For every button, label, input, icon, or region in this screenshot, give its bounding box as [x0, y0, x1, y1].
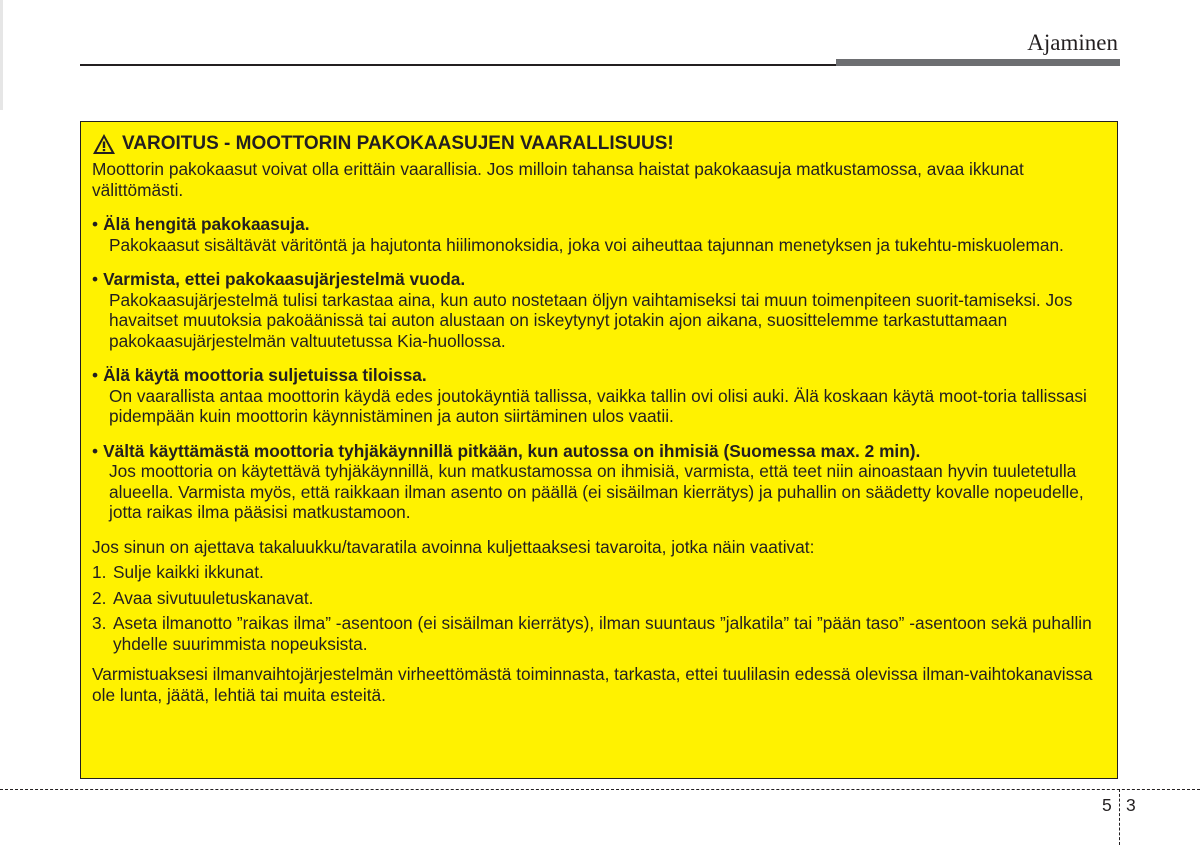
step-text: Sulje kaikki ikkunat.	[113, 562, 264, 582]
bullet-item	[92, 214, 1107, 255]
warning-closing: Varmistuaksesi ilmanvaihtojärjestelmän virheettömästä toiminnasta, tarkasta, ettei tuulilasin edessä olevissa ilman-vaihtokanavissa ole lunta, jäätä, lehtiä tai muita esteitä.	[92, 664, 1093, 705]
step-text: Avaa sivutuuletuskanavat.	[113, 587, 314, 608]
bullet-heading: • Varmista, ettei pakokaasujärjestelmä vuoda.	[92, 269, 466, 289]
bullet-heading: • Vältä käyttämästä moottoria tyhjäkäynnillä pitkään, kun autossa on ihmisiä (Suomessa max. 2 min).	[92, 440, 921, 461]
step-item	[92, 562, 1107, 583]
step-number: 1.	[92, 562, 107, 582]
page-edge-shadow	[0, 0, 3, 110]
bullet-heading: • Älä hengitä pakokaasuja.	[92, 214, 310, 234]
bullet-body: Jos moottoria on käytettävä tyhjäkäynnillä, kun matkustamossa on ihmisiä, varmista, että teet niin ainoastaan hyvin tuuletetulla alueella. Varmista myös, että raikkaan ilman asento on päällä (ei sisäilman kierrätys) ja puhallin on säädetty kovalle nopeudelle, jotta raikas ilma pääsisi matkustamoon.	[109, 461, 1084, 522]
warning-intro: Moottorin pakokaasut voivat olla erittäin vaarallisia. Jos milloin tahansa haistat pakokaasuja matkustamossa, avaa ikkunat välittömästi.	[92, 159, 1024, 200]
chapter-number: 5	[1102, 795, 1112, 815]
step-number: 3.	[92, 613, 107, 633]
warning-title	[92, 132, 1107, 156]
bullet-item	[92, 269, 1107, 351]
section-title: Ajaminen	[1027, 30, 1118, 55]
step-item	[92, 613, 1107, 654]
footer-rule	[0, 789, 1200, 790]
bullet-item	[92, 365, 1107, 427]
warning-triangle-icon	[92, 133, 116, 155]
warning-box	[80, 121, 1118, 779]
footer-divider	[1119, 789, 1120, 845]
bullet-body: Pakokaasujärjestelmä tulisi tarkastaa aina, kun auto nostetaan öljyn vaihtamiseksi tai muun toimenpiteen suorit-tamiseksi. Jos havaitset muutoksia pakoäänissä tai auton alustaan on iskeytynyt jotakin ajon aikana, suosittelemme tarkastuttamaan pakokaasujärjestelmän valtuutetussa Kia-huollossa.	[109, 289, 1073, 351]
step-text: Aseta ilmanotto ”raikas ilma” -asentoon (ei sisäilman kierrätys), ilman suuntaus ”jalkatila” tai ”pään taso” -asentoon sekä puhallin yhdelle suurimmista nopeuksista.	[113, 613, 1092, 654]
steps-intro: Jos sinun on ajettava takaluukku/tavaratila avoinna kuljettaaksesi tavaroita, jotka näin vaativat:	[92, 536, 815, 557]
bullet-body: Pakokaasut sisältävät väritöntä ja hajutonta hiilimonoksidia, joka voi aiheuttaa tajunnan menetyksen ja tukehtu-miskuoleman.	[109, 234, 1064, 255]
header-rule	[80, 64, 836, 66]
header-rule-accent	[836, 59, 1120, 66]
step-item	[92, 588, 1107, 609]
bullet-heading: • Älä käytä moottoria suljetuissa tiloissa.	[92, 365, 427, 385]
bullet-body: On vaarallista antaa moottorin käydä edes joutokäyntiä tallissa, vaikka tallin ovi olisi auki. Älä koskaan käytä moot-toria tallissasi pidempään kuin moottorin käynnistäminen ja auton siirtäminen ulos vaatii.	[109, 385, 1087, 426]
bullet-item	[92, 441, 1107, 523]
warning-title-text: VAROITUS - MOOTTORIN PAKOKAASUJEN VAARALLISUUS!	[122, 133, 674, 154]
page-number: 3	[1126, 795, 1136, 815]
step-number: 2.	[92, 587, 107, 608]
